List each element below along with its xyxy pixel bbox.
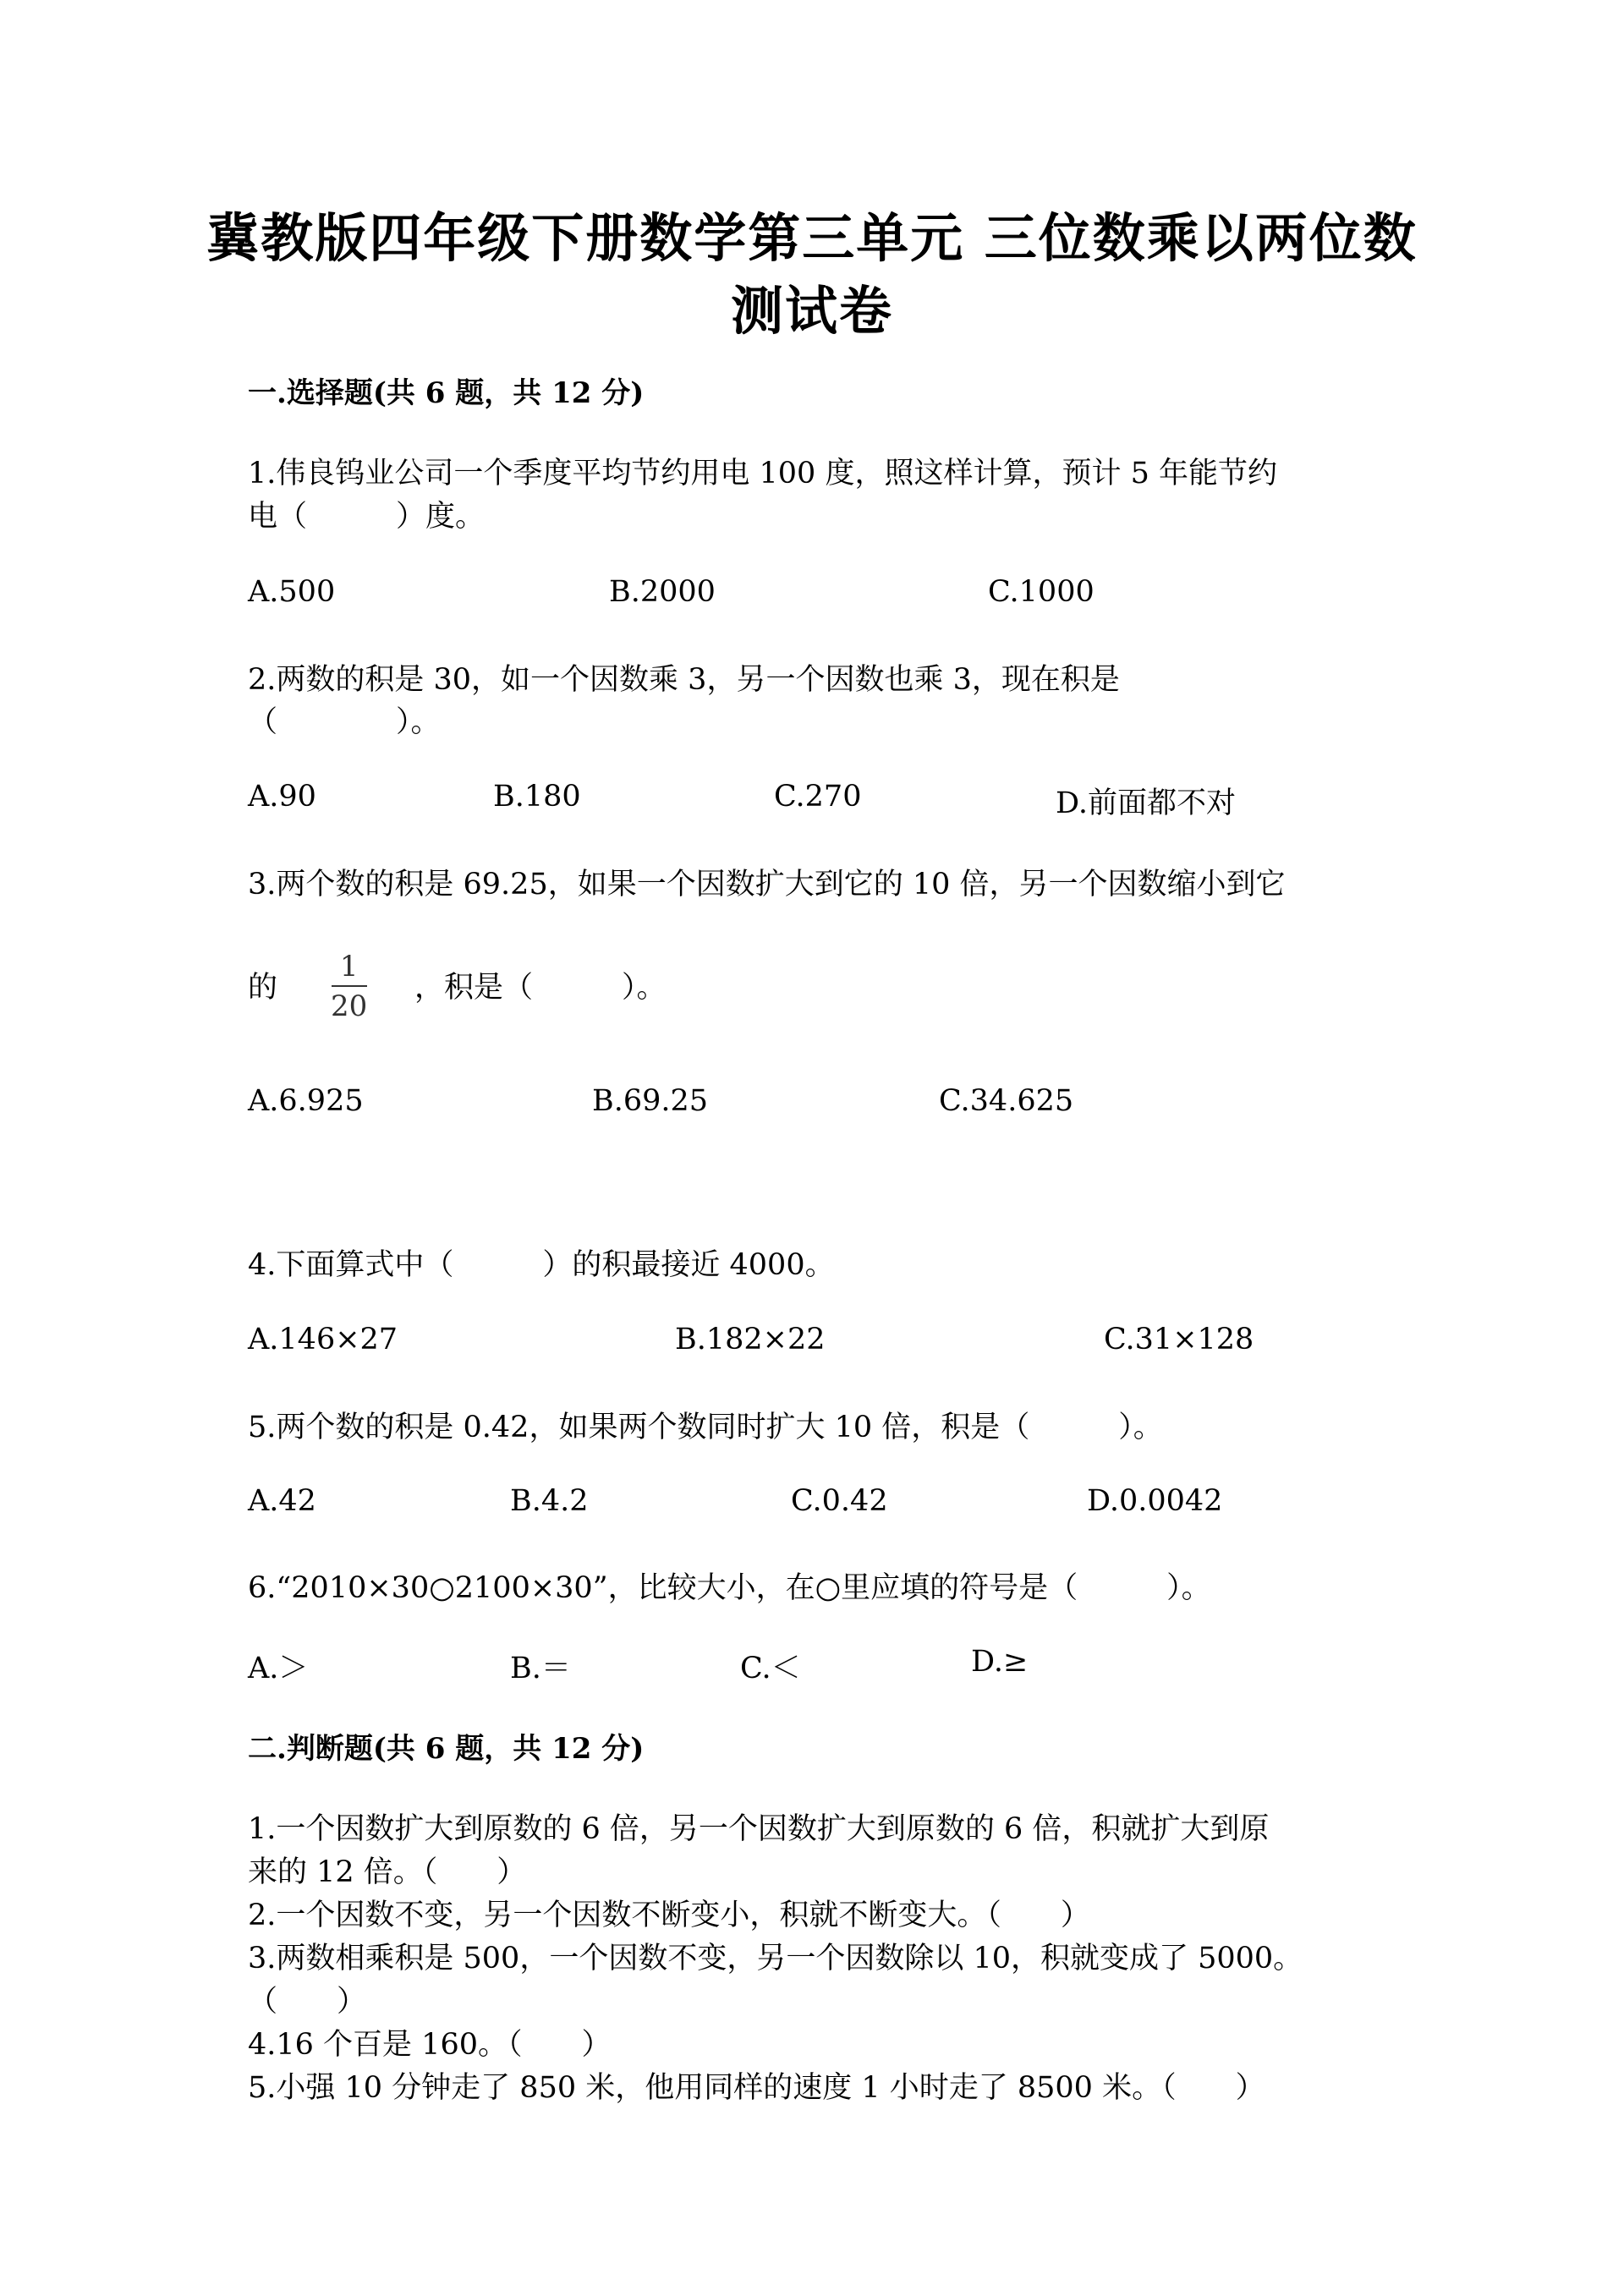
fraction-one-twentieth: [331, 952, 367, 1021]
question-5-option-d: D.0.0042: [1087, 1484, 1223, 1518]
question-4-option-b: B.182×22: [675, 1323, 826, 1356]
question-2-option-a: A.90: [248, 780, 316, 814]
tf-question-3-line-2: （ ）: [248, 1985, 367, 2019]
question-6-option-d: D.≥: [971, 1645, 1029, 1679]
question-2-line-2: （ ）。: [248, 705, 441, 739]
question-3-line-2-prefix: 的: [248, 971, 278, 1005]
question-1-option-c: C.1000: [988, 575, 1095, 609]
tf-question-2: 2.一个因数不变，另一个因数不断变小，积就不断变大。（ ）: [248, 1899, 1090, 1932]
question-2-option-b: B.180: [493, 780, 581, 814]
question-3-option-c: C.34.625: [939, 1084, 1074, 1118]
question-3-line-1: 3.两个数的积是 69.25，如果一个因数扩大到它的 10 倍，另一个因数缩小到它: [248, 868, 1286, 901]
question-6-option-a: A.＞: [248, 1652, 309, 1685]
fraction-bar: [332, 985, 367, 987]
question-5-option-a: A.42: [248, 1484, 316, 1518]
question-6-option-c: C.＜: [740, 1652, 801, 1685]
fraction-denominator: 20: [331, 989, 368, 1023]
section-heading-multiple-choice: 一.选择题(共 6 题，共 12 分): [248, 376, 645, 410]
tf-question-1-line-1: 1.一个因数扩大到原数的 6 倍，另一个因数扩大到原数的 6 倍，积就扩大到原: [248, 1812, 1270, 1846]
tf-question-3-line-1: 3.两数相乘积是 500，一个因数不变，另一个因数除以 10，积就变成了 5000。: [248, 1942, 1303, 1975]
page-title-line-1: 冀教版四年级下册数学第三单元 三位数乘以两位数: [206, 207, 1418, 269]
question-4-option-a: A.146×27: [248, 1323, 398, 1356]
tf-question-5: 5.小强 10 分钟走了 850 米，他用同样的速度 1 小时走了 8500 米。（ ）: [248, 2071, 1265, 2105]
question-3-line-2-suffix: ，积是（ ）。: [414, 971, 667, 1005]
question-6-option-b: B.＝: [510, 1652, 571, 1685]
question-5-line-1: 5.两个数的积是 0.42，如果两个数同时扩大 10 倍，积是（ ）。: [248, 1411, 1163, 1444]
question-2-line-1: 2.两数的积是 30，如一个因数乘 3，另一个因数也乘 3，现在积是: [248, 663, 1120, 697]
question-1-line-2: 电（ ）度。: [248, 500, 486, 534]
question-6-line-1: 6.“2010×30○2100×30”，比较大小，在○里应填的符号是（ ）。: [248, 1571, 1211, 1605]
tf-question-4: 4.16 个百是 160。（ ）: [248, 2028, 612, 2062]
question-3-option-a: A.6.925: [248, 1084, 364, 1118]
section-heading-true-false: 二.判断题(共 6 题，共 12 分): [248, 1732, 645, 1766]
fraction-numerator: 1: [339, 950, 359, 984]
question-1-option-a: A.500: [248, 575, 336, 609]
tf-question-1-line-2: 来的 12 倍。（ ）: [248, 1855, 527, 1889]
question-1-line-1: 1.伟良钨业公司一个季度平均节约用电 100 度，照这样计算，预计 5 年能节约: [248, 457, 1277, 490]
question-1-option-b: B.2000: [609, 575, 716, 609]
question-5-option-b: B.4.2: [510, 1484, 589, 1518]
question-2-option-d: D.前面都不对: [1056, 786, 1236, 820]
question-4-option-c: C.31×128: [1104, 1323, 1254, 1356]
question-3-option-b: B.69.25: [592, 1084, 709, 1118]
question-5-option-c: C.0.42: [791, 1484, 888, 1518]
question-4-line-1: 4.下面算式中（ ）的积最接近 4000。: [248, 1248, 835, 1282]
page-title-line-2: 测试卷: [730, 280, 893, 342]
question-2-option-c: C.270: [774, 780, 862, 814]
